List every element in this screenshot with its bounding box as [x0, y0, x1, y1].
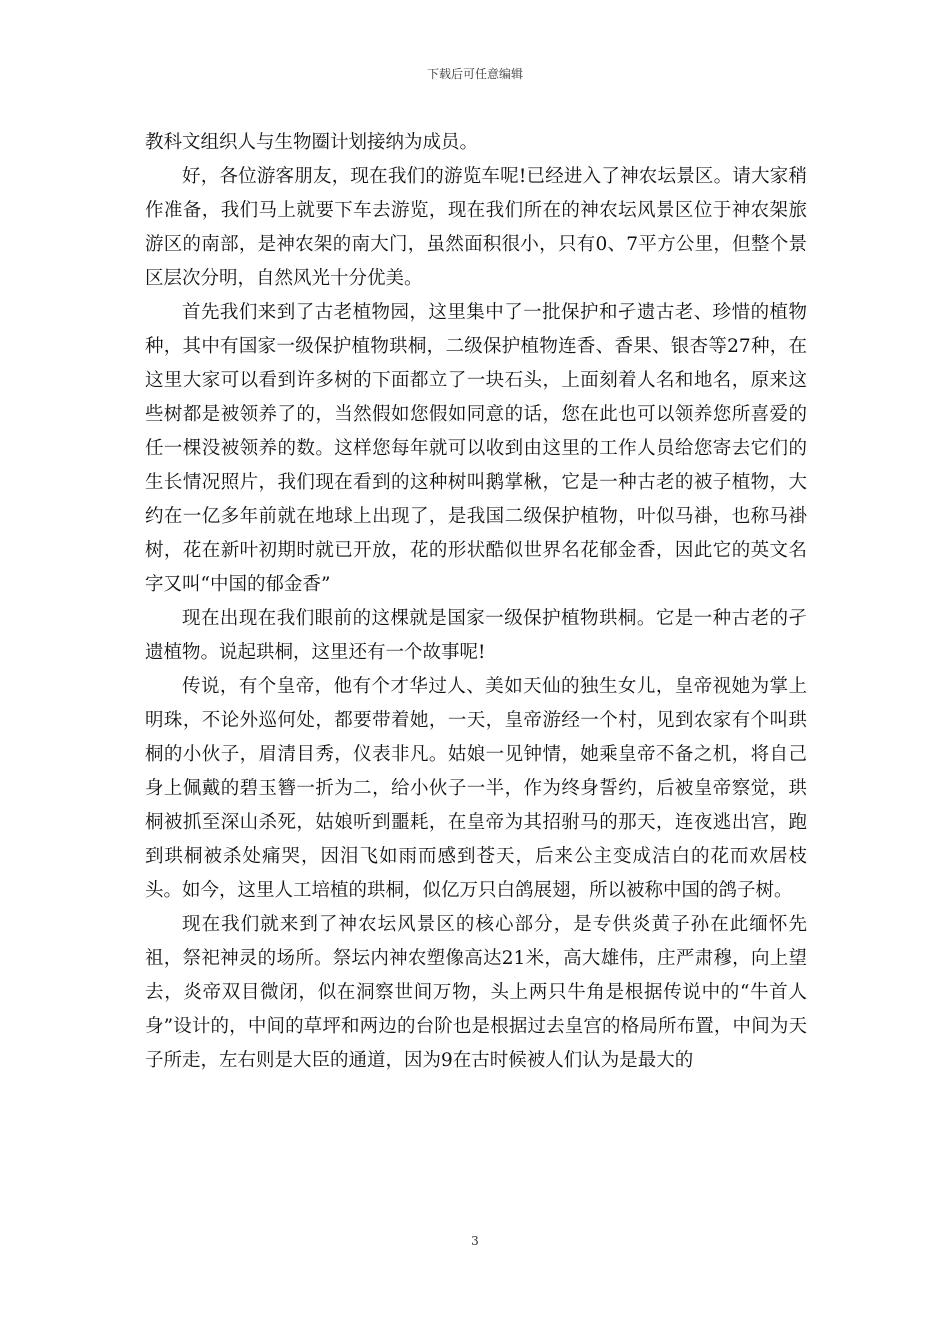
paragraph: 首先我们来到了古老植物园，这里集中了一批保护和孑遗古老、珍惜的植物种，其中有国家一级保护植物珙桐，二级保护植物连香、香果、银杏等27种，在这里大家可以看到许多树的下面都立了一块石头，上面刻着人名和地名，原来这些树都是被领养了的，当然假如您假如同意的话，您在此也可以领养您所喜爱的任一棵没被领养的数。这样您每年就可以收到由这里的工作人员给您寄去它们的生长情况照片，我们现在看到的这种树叫鹅掌楸，它是一种古老的被子植物，大约在一亿多年前就在地球上出现了，是我国二级保护植物，叶似马褂，也称马褂树，花在新叶初期时就已开放，花的形状酷似世界名花郁金香，因此它的英文名字又叫“中国的郁金香”	[145, 302, 807, 595]
paragraph: 现在出现在我们眼前的这棵就是国家一级保护植物珙桐。它是一种古老的孑遗植物。说起珙桐，这里还有一个故事呢!	[145, 608, 807, 663]
page-number: 3	[471, 1234, 479, 1248]
paragraph-continuation: 教科文组织人与生物圈计划接纳为成员。	[145, 132, 479, 153]
document-body	[145, 126, 807, 1078]
paragraph: 现在我们就来到了神农坛风景区的核心部分，是专供炎黄子孙在此缅怀先祖，祭祀神灵的场所。祭坛内神农塑像高达21米，高大雄伟，庄严肃穆，向上望去，炎帝双目微闭，似在洞察世间万物，头上两只牛角是根据传说中的“牛首人身”设计的，中间的草坪和两边的台阶也是根据过去皇宫的格局所布置，中间为天子所走，左右则是大臣的通道，因为9在古时候被人们认为是最大的	[145, 914, 807, 1071]
paragraph: 好，各位游客朋友，现在我们的游览车呢!已经进入了神农坛景区。请大家稍作准备，我们马上就要下车去游览，现在我们所在的神农坛风景区位于神农架旅游区的南部，是神农架的南大门，虽然面积很小，只有0、7平方公里，但整个景区层次分明，自然风光十分优美。	[145, 166, 807, 289]
paragraph: 传说，有个皇帝，他有个才华过人、美如天仙的独生女儿，皇帝视她为掌上明珠，不论外巡何处，都要带着她，一天，皇帝游经一个村，见到农家有个叫珙桐的小伙子，眉清目秀，仪表非凡。姑娘一见钟情，她乘皇帝不备之机，将自己身上佩戴的碧玉簪一折为二，给小伙子一半，作为终身誓约，后被皇帝察觉，珙桐被抓至深山杀死，姑娘听到噩耗，在皇帝为其招驸马的那天，连夜逃出宫，跑到珙桐被杀处痛哭，因泪飞如雨而感到苍天，后来公主变成洁白的花而欢居枝头。如今，这里人工培植的珙桐，似亿万只白鸽展翅，所以被称中国的鸽子树。	[145, 676, 807, 901]
page-header: 下载后可任意编辑	[426, 67, 523, 81]
